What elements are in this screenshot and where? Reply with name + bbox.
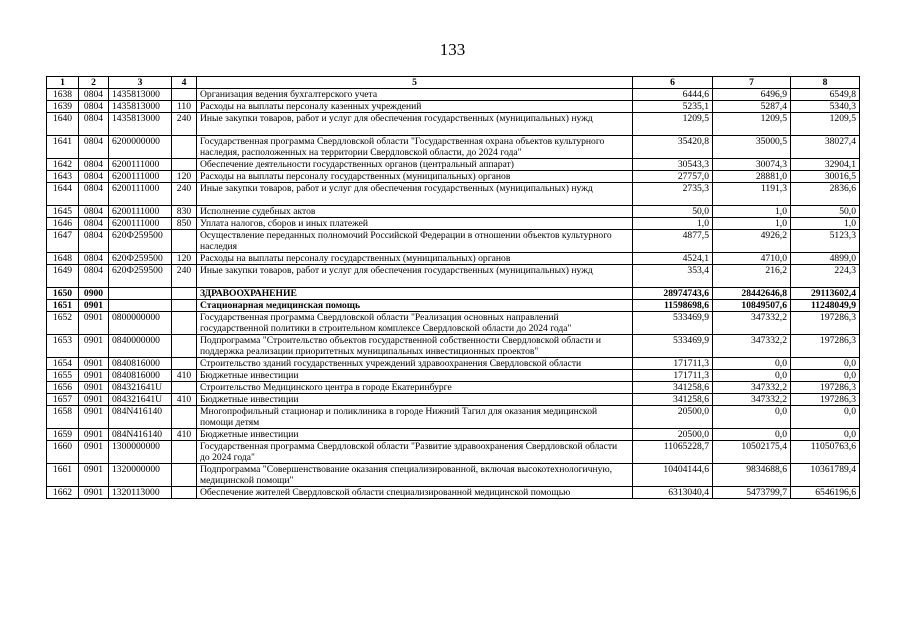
amount-year2-cell: 0,0 [713,358,791,370]
amount-year3-cell: 38027,4 [791,136,860,159]
section-code-cell: 0901 [79,335,109,358]
row-number-cell: 1648 [47,253,79,265]
table-row [47,206,860,218]
table-row [47,101,860,113]
expense-type-cell [172,487,197,499]
amount-year2-cell: 30074,3 [713,159,791,171]
amount-year3-cell: 224,3 [791,265,860,288]
amount-year2-cell: 4926,2 [713,230,791,253]
section-code-cell: 0804 [79,136,109,159]
row-number-cell: 1652 [47,312,79,335]
item-name-cell: Бюджетные инвестиции [197,429,633,441]
column-header: 3 [109,77,172,89]
target-article-cell [109,300,172,312]
amount-year2-cell: 1,0 [713,206,791,218]
table-row [47,218,860,230]
item-name-cell: Государственная программа Свердловской области "Государственная охрана объектов культурного наследия, расположенных на территории Свердловской области, до 2024 года" [197,136,633,159]
expense-type-cell: 240 [172,113,197,136]
target-article-cell: 1320000000 [109,464,172,487]
expense-type-cell [172,136,197,159]
expense-type-cell: 120 [172,253,197,265]
table-row [47,89,860,101]
item-name-cell: Уплата налогов, сборов и иных платежей [197,218,633,230]
row-number-cell: 1645 [47,206,79,218]
row-number-cell: 1655 [47,370,79,382]
row-number-cell: 1641 [47,136,79,159]
table-row [47,136,860,159]
expense-type-cell: 410 [172,394,197,406]
row-number-cell: 1659 [47,429,79,441]
item-name-cell: Расходы на выплаты персоналу государственных (муниципальных) органов [197,171,633,183]
table-row [47,394,860,406]
amount-year2-cell: 28881,0 [713,171,791,183]
amount-year1-cell: 35420,8 [633,136,713,159]
table-row [47,230,860,253]
amount-year2-cell: 6496,9 [713,89,791,101]
table-row [47,300,860,312]
expense-type-cell [172,300,197,312]
amount-year3-cell: 6546196,6 [791,487,860,499]
amount-year3-cell: 6549,8 [791,89,860,101]
amount-year1-cell: 27757,0 [633,171,713,183]
item-name-cell: Многопрофильный стационар и поликлиника в городе Нижний Тагил для оказания медицинской помощи детям [197,406,633,429]
section-code-cell: 0804 [79,230,109,253]
section-code-cell: 0804 [79,89,109,101]
amount-year1-cell: 171711,3 [633,358,713,370]
column-header: 4 [172,77,197,89]
item-name-cell: Стационарная медицинская помощь [197,300,633,312]
amount-year2-cell: 347332,2 [713,394,791,406]
amount-year3-cell: 29113602,4 [791,288,860,300]
amount-year3-cell: 11248049,9 [791,300,860,312]
expense-type-cell: 120 [172,171,197,183]
table-row [47,183,860,206]
amount-year2-cell: 0,0 [713,406,791,429]
row-number-cell: 1643 [47,171,79,183]
target-article-cell: 1435813000 [109,89,172,101]
item-name-cell: Иные закупки товаров, работ и услуг для обеспечения государственных (муниципальных) нужд [197,113,633,136]
amount-year3-cell: 197286,3 [791,335,860,358]
amount-year1-cell: 1209,5 [633,113,713,136]
target-article-cell: 6200111000 [109,218,172,230]
target-article-cell: 1435813000 [109,101,172,113]
target-article-cell: 1320113000 [109,487,172,499]
amount-year1-cell: 11065228,7 [633,441,713,464]
item-name-cell: Осуществление переданных полномочий Российской Федерации в отношении объектов культурного наследия [197,230,633,253]
amount-year3-cell: 197286,3 [791,312,860,335]
amount-year2-cell: 10502175,4 [713,441,791,464]
section-code-cell: 0804 [79,206,109,218]
amount-year3-cell: 197286,3 [791,382,860,394]
table-row [47,265,860,288]
item-name-cell: Бюджетные инвестиции [197,394,633,406]
section-code-cell: 0901 [79,429,109,441]
amount-year2-cell: 347332,2 [713,335,791,358]
section-code-cell: 0804 [79,265,109,288]
amount-year1-cell: 6444,6 [633,89,713,101]
target-article-cell: 0800000000 [109,312,172,335]
item-name-cell: Иные закупки товаров, работ и услуг для обеспечения государственных (муниципальных) нужд [197,183,633,206]
expense-type-cell [172,288,197,300]
table-row [47,441,860,464]
amount-year1-cell: 50,0 [633,206,713,218]
column-header: 8 [791,77,860,89]
amount-year3-cell: 197286,3 [791,394,860,406]
amount-year3-cell: 0,0 [791,370,860,382]
amount-year1-cell: 341258,6 [633,382,713,394]
section-code-cell: 0804 [79,183,109,206]
section-code-cell: 0901 [79,358,109,370]
table-row [47,429,860,441]
amount-year1-cell: 4524,1 [633,253,713,265]
item-name-cell: Строительство Медицинского центра в городе Екатеринбурге [197,382,633,394]
table-row [47,370,860,382]
amount-year3-cell: 0,0 [791,406,860,429]
item-name-cell: Иные закупки товаров, работ и услуг для обеспечения государственных (муниципальных) нужд [197,265,633,288]
amount-year3-cell: 30016,5 [791,171,860,183]
amount-year3-cell: 4899,0 [791,253,860,265]
target-article-cell: 0840000000 [109,335,172,358]
amount-year2-cell: 4710,0 [713,253,791,265]
amount-year1-cell: 28974743,6 [633,288,713,300]
column-header: 2 [79,77,109,89]
amount-year3-cell: 1209,5 [791,113,860,136]
amount-year1-cell: 2735,3 [633,183,713,206]
target-article-cell: 620Ф259500 [109,253,172,265]
target-article-cell: 0840816000 [109,358,172,370]
table-row [47,406,860,429]
item-name-cell: Строительство зданий государственных учреждений здравоохранения Свердловской области [197,358,633,370]
amount-year3-cell: 50,0 [791,206,860,218]
row-number-cell: 1657 [47,394,79,406]
amount-year1-cell: 341258,6 [633,394,713,406]
amount-year3-cell: 10361789,4 [791,464,860,487]
target-article-cell: 6200111000 [109,171,172,183]
item-name-cell: Государственная программа Свердловской области "Реализация основных направлений государственной политики в строительном комплексе Свердловской области до 2024 года" [197,312,633,335]
expense-type-cell [172,464,197,487]
table-row [47,312,860,335]
amount-year3-cell: 0,0 [791,429,860,441]
amount-year2-cell: 216,2 [713,265,791,288]
expense-type-cell: 410 [172,429,197,441]
expense-type-cell: 850 [172,218,197,230]
page-number: 133 [439,40,466,59]
amount-year3-cell: 5123,3 [791,230,860,253]
amount-year2-cell: 35000,5 [713,136,791,159]
table-row [47,335,860,358]
row-number-cell: 1654 [47,358,79,370]
item-name-cell: ЗДРАВООХРАНЕНИЕ [197,288,633,300]
section-code-cell: 0804 [79,253,109,265]
amount-year3-cell: 32904,1 [791,159,860,171]
amount-year1-cell: 4877,5 [633,230,713,253]
item-name-cell: Подпрограмма "Строительство объектов государственной собственности Свердловской области и поддержка реализации приоритетных муниципальных инвестиционных проектов" [197,335,633,358]
amount-year2-cell: 347332,2 [713,382,791,394]
row-number-cell: 1650 [47,288,79,300]
section-code-cell: 0901 [79,382,109,394]
section-code-cell: 0900 [79,288,109,300]
column-header: 6 [633,77,713,89]
row-number-cell: 1640 [47,113,79,136]
amount-year1-cell: 20500,0 [633,406,713,429]
row-number-cell: 1646 [47,218,79,230]
amount-year1-cell: 10404144,6 [633,464,713,487]
table-body [47,89,860,499]
amount-year3-cell: 1,0 [791,218,860,230]
row-number-cell: 1644 [47,183,79,206]
target-article-cell: 084N416140 [109,429,172,441]
expense-type-cell [172,230,197,253]
section-code-cell: 0804 [79,159,109,171]
section-code-cell: 0901 [79,370,109,382]
amount-year3-cell: 0,0 [791,358,860,370]
section-code-cell: 0901 [79,441,109,464]
row-number-cell: 1653 [47,335,79,358]
expense-type-cell [172,89,197,101]
section-code-cell: 0804 [79,101,109,113]
amount-year3-cell: 11050763,6 [791,441,860,464]
target-article-cell [109,288,172,300]
amount-year2-cell: 0,0 [713,429,791,441]
row-number-cell: 1660 [47,441,79,464]
expense-type-cell [172,312,197,335]
target-article-cell: 084321641U [109,394,172,406]
amount-year3-cell: 2836,6 [791,183,860,206]
item-name-cell: Обеспечение деятельности государственных органов (центральный аппарат) [197,159,633,171]
amount-year2-cell: 10849507,6 [713,300,791,312]
expense-type-cell: 830 [172,206,197,218]
amount-year1-cell: 6313040,4 [633,487,713,499]
amount-year2-cell: 9834688,6 [713,464,791,487]
amount-year1-cell: 171711,3 [633,370,713,382]
amount-year2-cell: 1,0 [713,218,791,230]
amount-year1-cell: 353,4 [633,265,713,288]
expense-type-cell [172,159,197,171]
section-code-cell: 0901 [79,300,109,312]
table-row [47,253,860,265]
expense-type-cell [172,382,197,394]
section-code-cell: 0804 [79,113,109,136]
column-header: 1 [47,77,79,89]
item-name-cell: Исполнение судебных актов [197,206,633,218]
table-row [47,358,860,370]
amount-year2-cell: 5473799,7 [713,487,791,499]
row-number-cell: 1649 [47,265,79,288]
table-row [47,288,860,300]
amount-year1-cell: 20500,0 [633,429,713,441]
target-article-cell: 6200000000 [109,136,172,159]
section-code-cell: 0901 [79,394,109,406]
item-name-cell: Государственная программа Свердловской области "Развитие здравоохранения Свердловской области до 2024 года" [197,441,633,464]
target-article-cell: 6200111000 [109,159,172,171]
expense-type-cell [172,358,197,370]
budget-table [46,76,860,499]
item-name-cell: Расходы на выплаты персоналу государственных (муниципальных) органов [197,253,633,265]
row-number-cell: 1651 [47,300,79,312]
expense-type-cell: 240 [172,265,197,288]
amount-year3-cell: 5340,3 [791,101,860,113]
amount-year1-cell: 5235,1 [633,101,713,113]
target-article-cell: 1435813000 [109,113,172,136]
section-code-cell: 0901 [79,464,109,487]
amount-year2-cell: 347332,2 [713,312,791,335]
table-row [47,171,860,183]
target-article-cell: 6200111000 [109,183,172,206]
table-row [47,487,860,499]
section-code-cell: 0901 [79,312,109,335]
section-code-cell: 0901 [79,487,109,499]
row-number-cell: 1658 [47,406,79,429]
item-name-cell: Организация ведения бухгалтерского учета [197,89,633,101]
target-article-cell: 084321641U [109,382,172,394]
amount-year2-cell: 28442646,8 [713,288,791,300]
amount-year2-cell: 1209,5 [713,113,791,136]
table-row [47,113,860,136]
target-article-cell: 0840816000 [109,370,172,382]
row-number-cell: 1642 [47,159,79,171]
item-name-cell: Бюджетные инвестиции [197,370,633,382]
target-article-cell: 620Ф259500 [109,265,172,288]
expense-type-cell [172,406,197,429]
section-code-cell: 0804 [79,171,109,183]
column-header: 7 [713,77,791,89]
target-article-cell: 620Ф259500 [109,230,172,253]
amount-year1-cell: 1,0 [633,218,713,230]
item-name-cell: Обеспечение жителей Свердловской области специализированной медицинской помощью [197,487,633,499]
expense-type-cell [172,441,197,464]
table-row [47,464,860,487]
section-code-cell: 0804 [79,218,109,230]
target-article-cell: 6200111000 [109,206,172,218]
expense-type-cell: 410 [172,370,197,382]
expense-type-cell [172,335,197,358]
row-number-cell: 1647 [47,230,79,253]
amount-year2-cell: 5287,4 [713,101,791,113]
row-number-cell: 1639 [47,101,79,113]
row-number-cell: 1661 [47,464,79,487]
section-code-cell: 0901 [79,406,109,429]
table-row [47,382,860,394]
table-header-row [47,77,860,89]
target-article-cell: 1300000000 [109,441,172,464]
amount-year1-cell: 30543,3 [633,159,713,171]
amount-year1-cell: 11598698,6 [633,300,713,312]
amount-year1-cell: 533469,9 [633,335,713,358]
column-header: 5 [197,77,633,89]
target-article-cell: 084N416140 [109,406,172,429]
row-number-cell: 1656 [47,382,79,394]
expense-type-cell: 240 [172,183,197,206]
amount-year2-cell: 0,0 [713,370,791,382]
row-number-cell: 1662 [47,487,79,499]
row-number-cell: 1638 [47,89,79,101]
table-row [47,159,860,171]
item-name-cell: Подпрограмма "Совершенствование оказания специализированной, включая высокотехнологичную, медицинской помощи" [197,464,633,487]
expense-type-cell: 110 [172,101,197,113]
amount-year2-cell: 1191,3 [713,183,791,206]
item-name-cell: Расходы на выплаты персоналу казенных учреждений [197,101,633,113]
amount-year1-cell: 533469,9 [633,312,713,335]
